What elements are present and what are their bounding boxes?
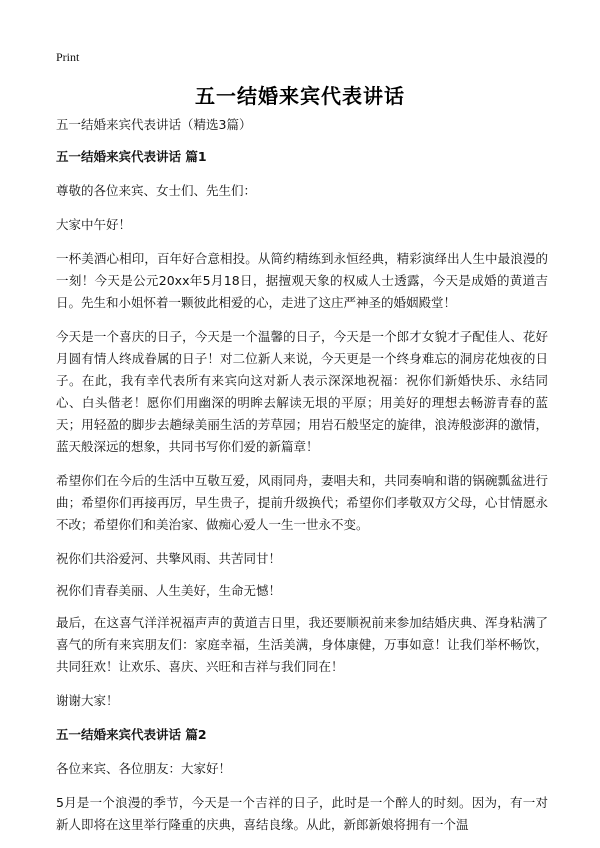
paragraph: 希望你们在今后的生活中互敬互爱，风雨同舟，妻唱夫和，共同奏响和谐的锅碗瓢盆进行曲；希望你们再接再厉，早生贵子，提前升级换代；希望你们孝敬双方父母，心甘情愿永不改；希望你们和美治家、做痴心爱人一生一世永不变。 — [56, 473, 548, 532]
paragraph: 最后，在这喜气洋洋祝福声声的黄道吉日里，我还要顺祝前来参加结婚庆典、浑身粘满了喜气的所有来宾朋友们：家庭幸福，生活美满，身体康健，万事如意！让我们举杯畅饮，共同狂欢！让欢乐、喜庆、兴旺和吉祥与我们同在！ — [56, 615, 548, 674]
paragraph: 谢谢大家！ — [56, 693, 119, 708]
document-title: 五一结婚来宾代表讲话 — [195, 84, 405, 108]
document-subtitle: 五一结婚来宾代表讲话（精选3篇） — [56, 117, 252, 132]
paragraph: 5月是一个浪漫的季节，今天是一个吉祥的日子，此时是一个醉人的时刻。因为，有一对新人即将在这里举行隆重的庆典，喜结良缘。从此，新郎新娘将拥有一个温 — [56, 795, 548, 832]
paragraph: 各位来宾、各位朋友：大家好！ — [56, 761, 232, 776]
paragraph: 祝你们共浴爱河、共擎风雨、共苦同甘！ — [56, 551, 282, 566]
section-heading: 五一结婚来宾代表讲话 篇2 — [56, 727, 207, 742]
paragraph: 尊敬的各位来宾、女士们、先生们： — [56, 183, 257, 198]
paragraph: 大家中午好！ — [56, 217, 132, 232]
paragraph: 今天是一个喜庆的日子，今天是一个温馨的日子，今天是一个郎才女貌才子配佳人、花好月圆有情人终成眷属的日子！对二位新人来说，今天更是一个终身难忘的洞房花烛夜的日子。在此，我有幸代表所有来宾向这对新人表示深深地祝福：祝你们新婚快乐、永结同心、白头偕老！愿你们用幽深的明眸去解读无垠的平原；用美好的理想去畅游青春的蓝天；用轻盈的脚步去趟绿美丽生活的芳草园；用岩石般坚定的旋律，浪涛般澎湃的激情，蓝天般深远的想象，共同书写你们爱的新篇章！ — [56, 329, 548, 454]
print-label: Print — [56, 50, 80, 64]
section-heading: 五一结婚来宾代表讲话 篇1 — [56, 149, 207, 164]
paragraph: 祝你们青春美丽、人生美好，生命无憾！ — [56, 583, 282, 598]
document-body — [56, 114, 548, 848]
paragraph: 一杯美酒心相印，百年好合意相投。从简约精练到永恒经典，精彩演绎出人生中最浪漫的一刻！今天是公元20xx年5月18日，据擅观天象的权威人士透露，今天是成婚的黄道吉日。先生和小姐怀着一颗彼此相爱的心，走进了这庄严神圣的婚姻殿堂！ — [56, 251, 548, 310]
